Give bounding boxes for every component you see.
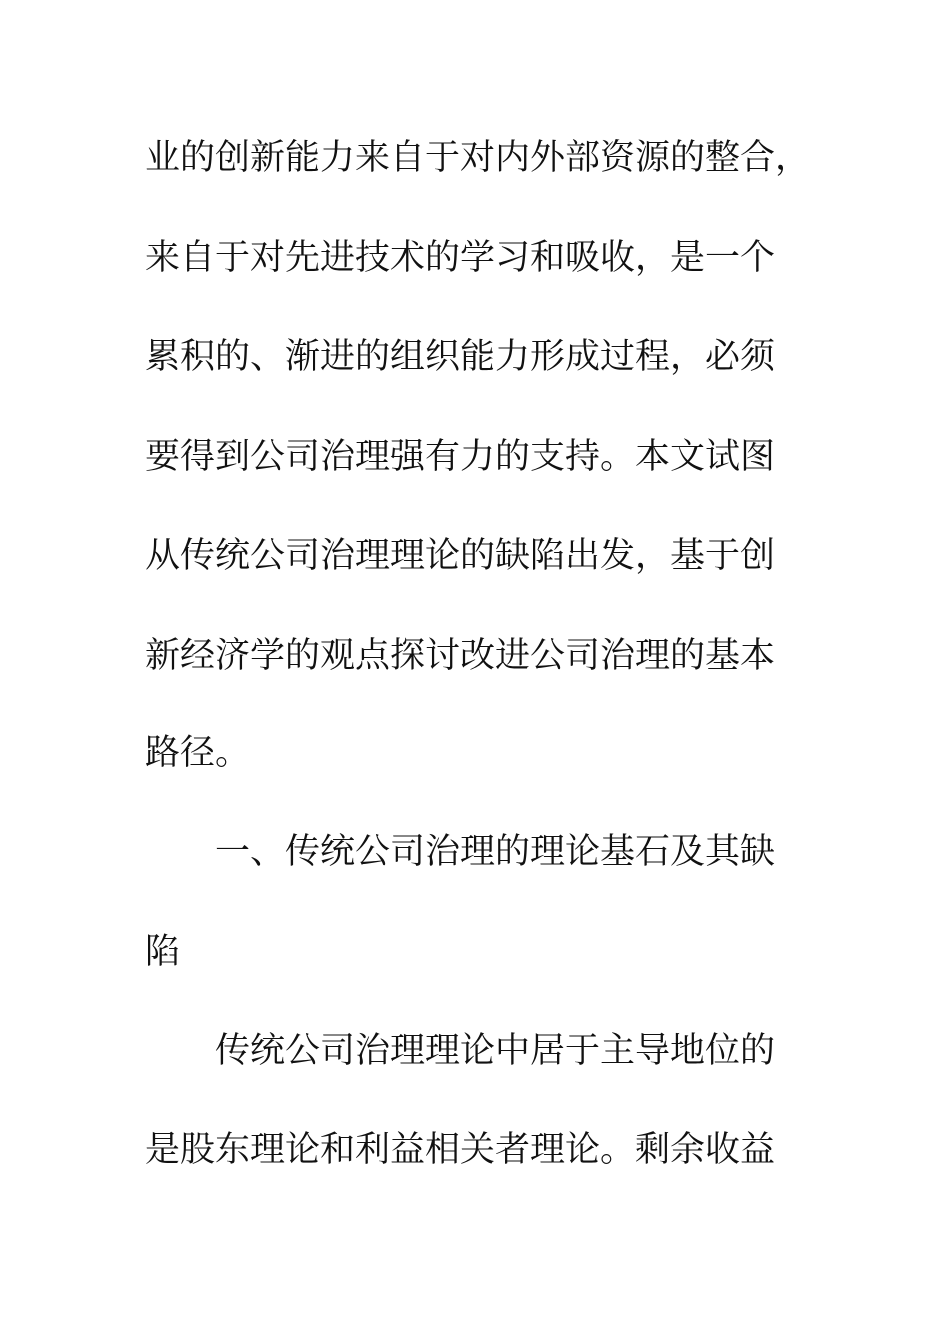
paragraph-line: 业的创新能力来自于对内外部资源的整合，	[145, 138, 811, 178]
paragraph-line: 新经济学的观点探讨改进公司治理的基本	[145, 636, 776, 676]
paragraph-line: 累积的、渐进的组织能力形成过程，必须	[145, 337, 776, 377]
paragraph-line: 要得到公司治理强有力的支持。本文试图	[145, 437, 776, 477]
section-heading-line: 一、传统公司治理的理论基石及其缺	[215, 832, 776, 872]
paragraph-line: 从传统公司治理理论的缺陷出发，基于创	[145, 536, 776, 576]
paragraph-line: 路径。	[145, 733, 251, 773]
section-heading-line: 陷	[145, 932, 181, 972]
paragraph-line: 来自于对先进技术的学习和吸收，是一个	[145, 238, 776, 278]
paragraph-line: 是股东理论和利益相关者理论。剩余收益	[145, 1130, 776, 1170]
paragraph-line: 传统公司治理理论中居于主导地位的	[215, 1031, 776, 1071]
